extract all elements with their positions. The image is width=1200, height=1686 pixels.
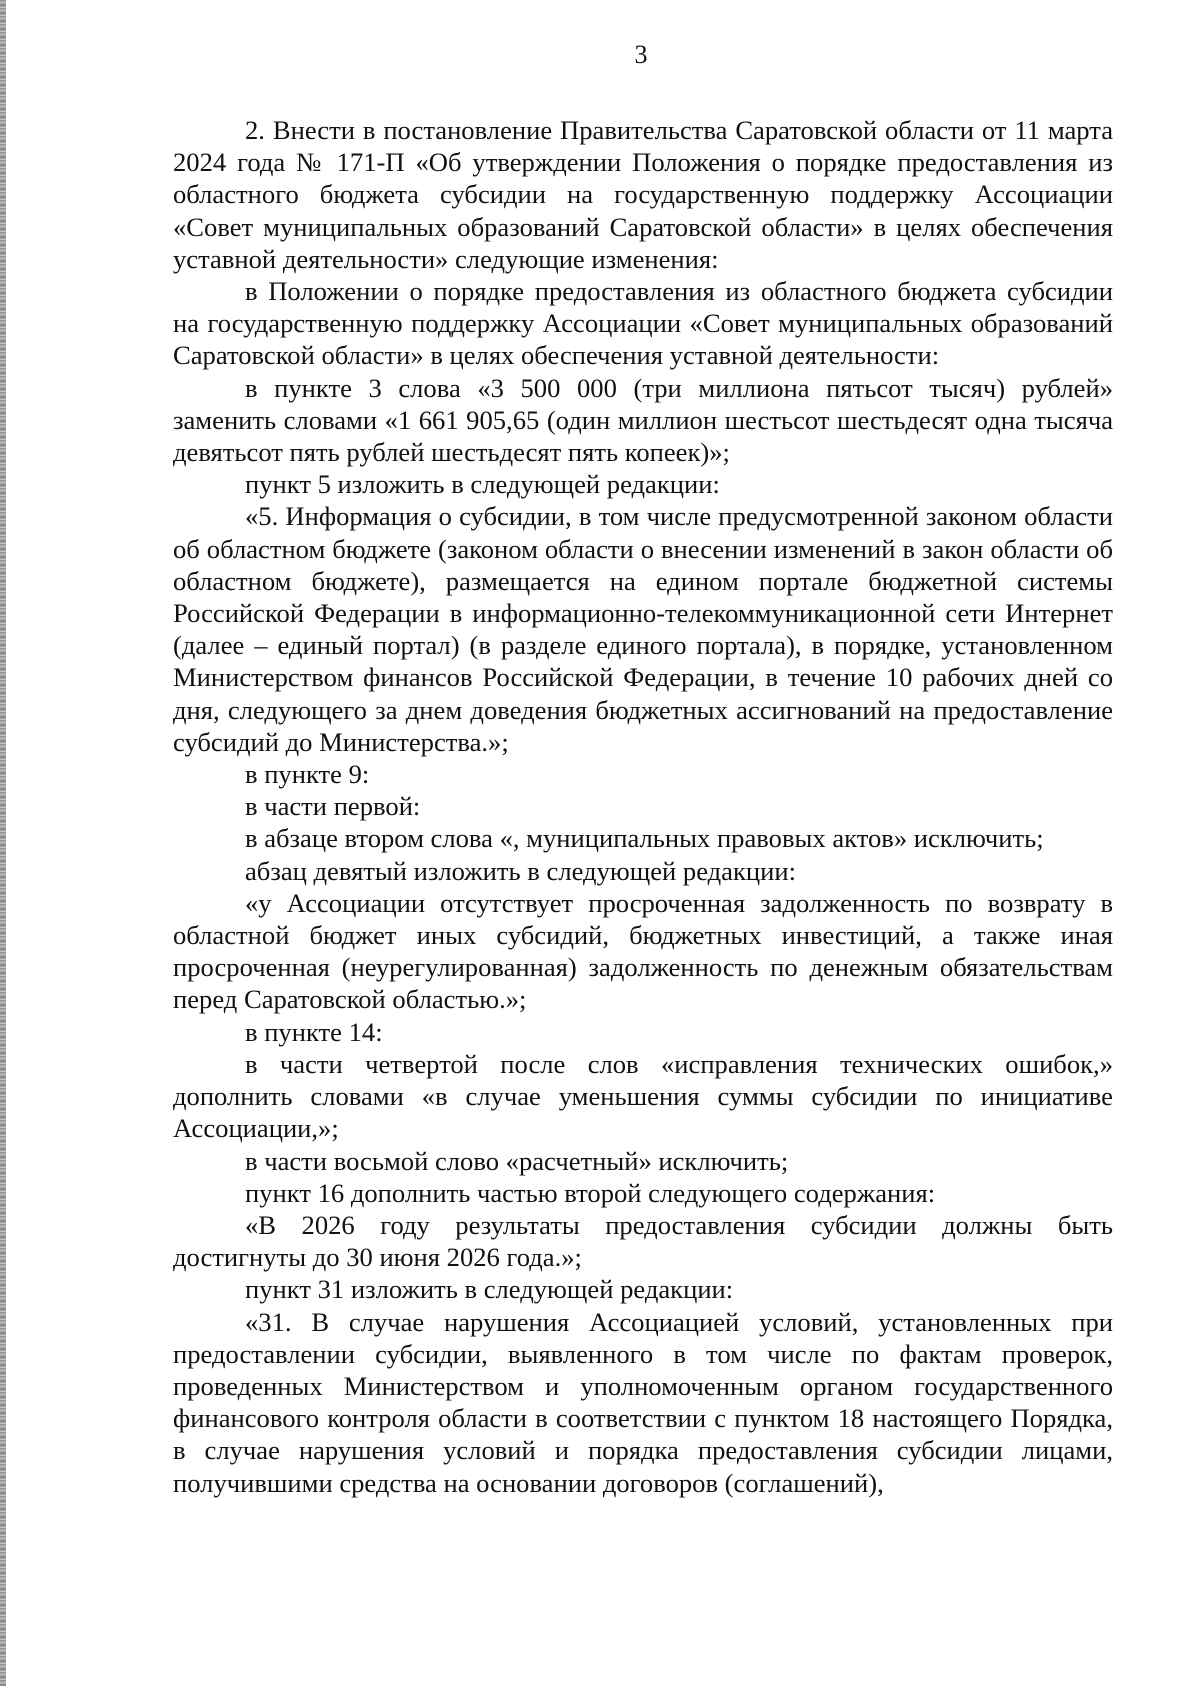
paragraph: пункт 16 дополнить частью второй следующего содержания: [245,1177,936,1208]
paragraph: пункт 5 изложить в следующей редакции: [245,469,720,500]
paragraph: в пункте 14: [245,1016,383,1047]
paragraph: в абзаце втором слова «, муниципальных правовых актов» исключить; [245,823,1044,854]
paragraph: 2. Внести в постановление Правительства Саратовской области от 11 марта 2024 года № 171-П «Об утверждении Положения о порядке предоставления из областного бюджета субсидии на государственную поддержку Ассоциации «Совет муниципальных образований Саратовской области» в целях обеспечения уставной деятельности» следующие изменения: [173,115,1113,274]
paragraph: в пункте 9: [245,759,370,790]
paragraph: в пункте 3 слова «3 500 000 (три миллиона пятьсот тысяч) рублей» заменить словами «1 661 905,65 (один миллион шестьсот шестьдесят одна тысяча девятьсот пять рублей шестьдесят пять копеек)»; [173,372,1113,468]
paragraph: «В 2026 году результаты предоставления субсидии должны быть достигнуты до 30 июня 2026 года.»; [173,1209,1113,1273]
document-body [173,114,1113,1499]
paragraph: абзац девятый изложить в следующей редакции: [245,855,796,886]
paragraph: в части четвертой после слов «исправления технических ошибок,» дополнить словами «в случае уменьшения суммы субсидии по инициативе Ассоциации,»; [173,1048,1113,1144]
paragraph: в части восьмой слово «расчетный» исключить; [245,1145,789,1176]
paragraph: «5. Информация о субсидии, в том числе предусмотренной законом области об областном бюджете (законом области о внесении изменений в закон области об областном бюджете), размещается на едином портале бюджетной системы Российской Федерации в информационно-телекоммуникационной сети Интернет (далее – единый портал) (в разделе единого портала), в порядке, установленном Министерством финансов Российской Федерации, в течение 10 рабочих дней со дня, следующего за днем доведения бюджетных ассигнований на предоставление субсидий до Министерства.»; [173,501,1113,757]
paragraph: в части первой: [245,791,421,822]
paragraph: «у Ассоциации отсутствует просроченная задолженность по возврату в областной бюджет иных субсидий, бюджетных инвестиций, а также иная просроченная (неурегулированная) задолженность по денежным обязательствам перед Саратовской областью.»; [173,887,1113,1015]
paragraph: пункт 31 изложить в следующей редакции: [245,1274,734,1305]
paragraph: в Положении о порядке предоставления из областного бюджета субсидии на государственную поддержку Ассоциации «Совет муниципальных образований Саратовской области» в целях обеспечения уставной деятельности: [173,276,1113,371]
paragraph: «31. В случае нарушения Ассоциацией условий, установленных при предоставлении субсидии, выявленного в том числе по фактам проверок, проведенных Министерством и уполномоченным органом государственного финансового контроля области в соответствии с пунктом 18 настоящего Порядка, в случае нарушения условий и порядка предоставления субсидии лицами, получившими средства на основании договоров (соглашений), [173,1306,1113,1498]
scan-edge [0,0,6,1686]
page-number: 3 [634,40,648,69]
